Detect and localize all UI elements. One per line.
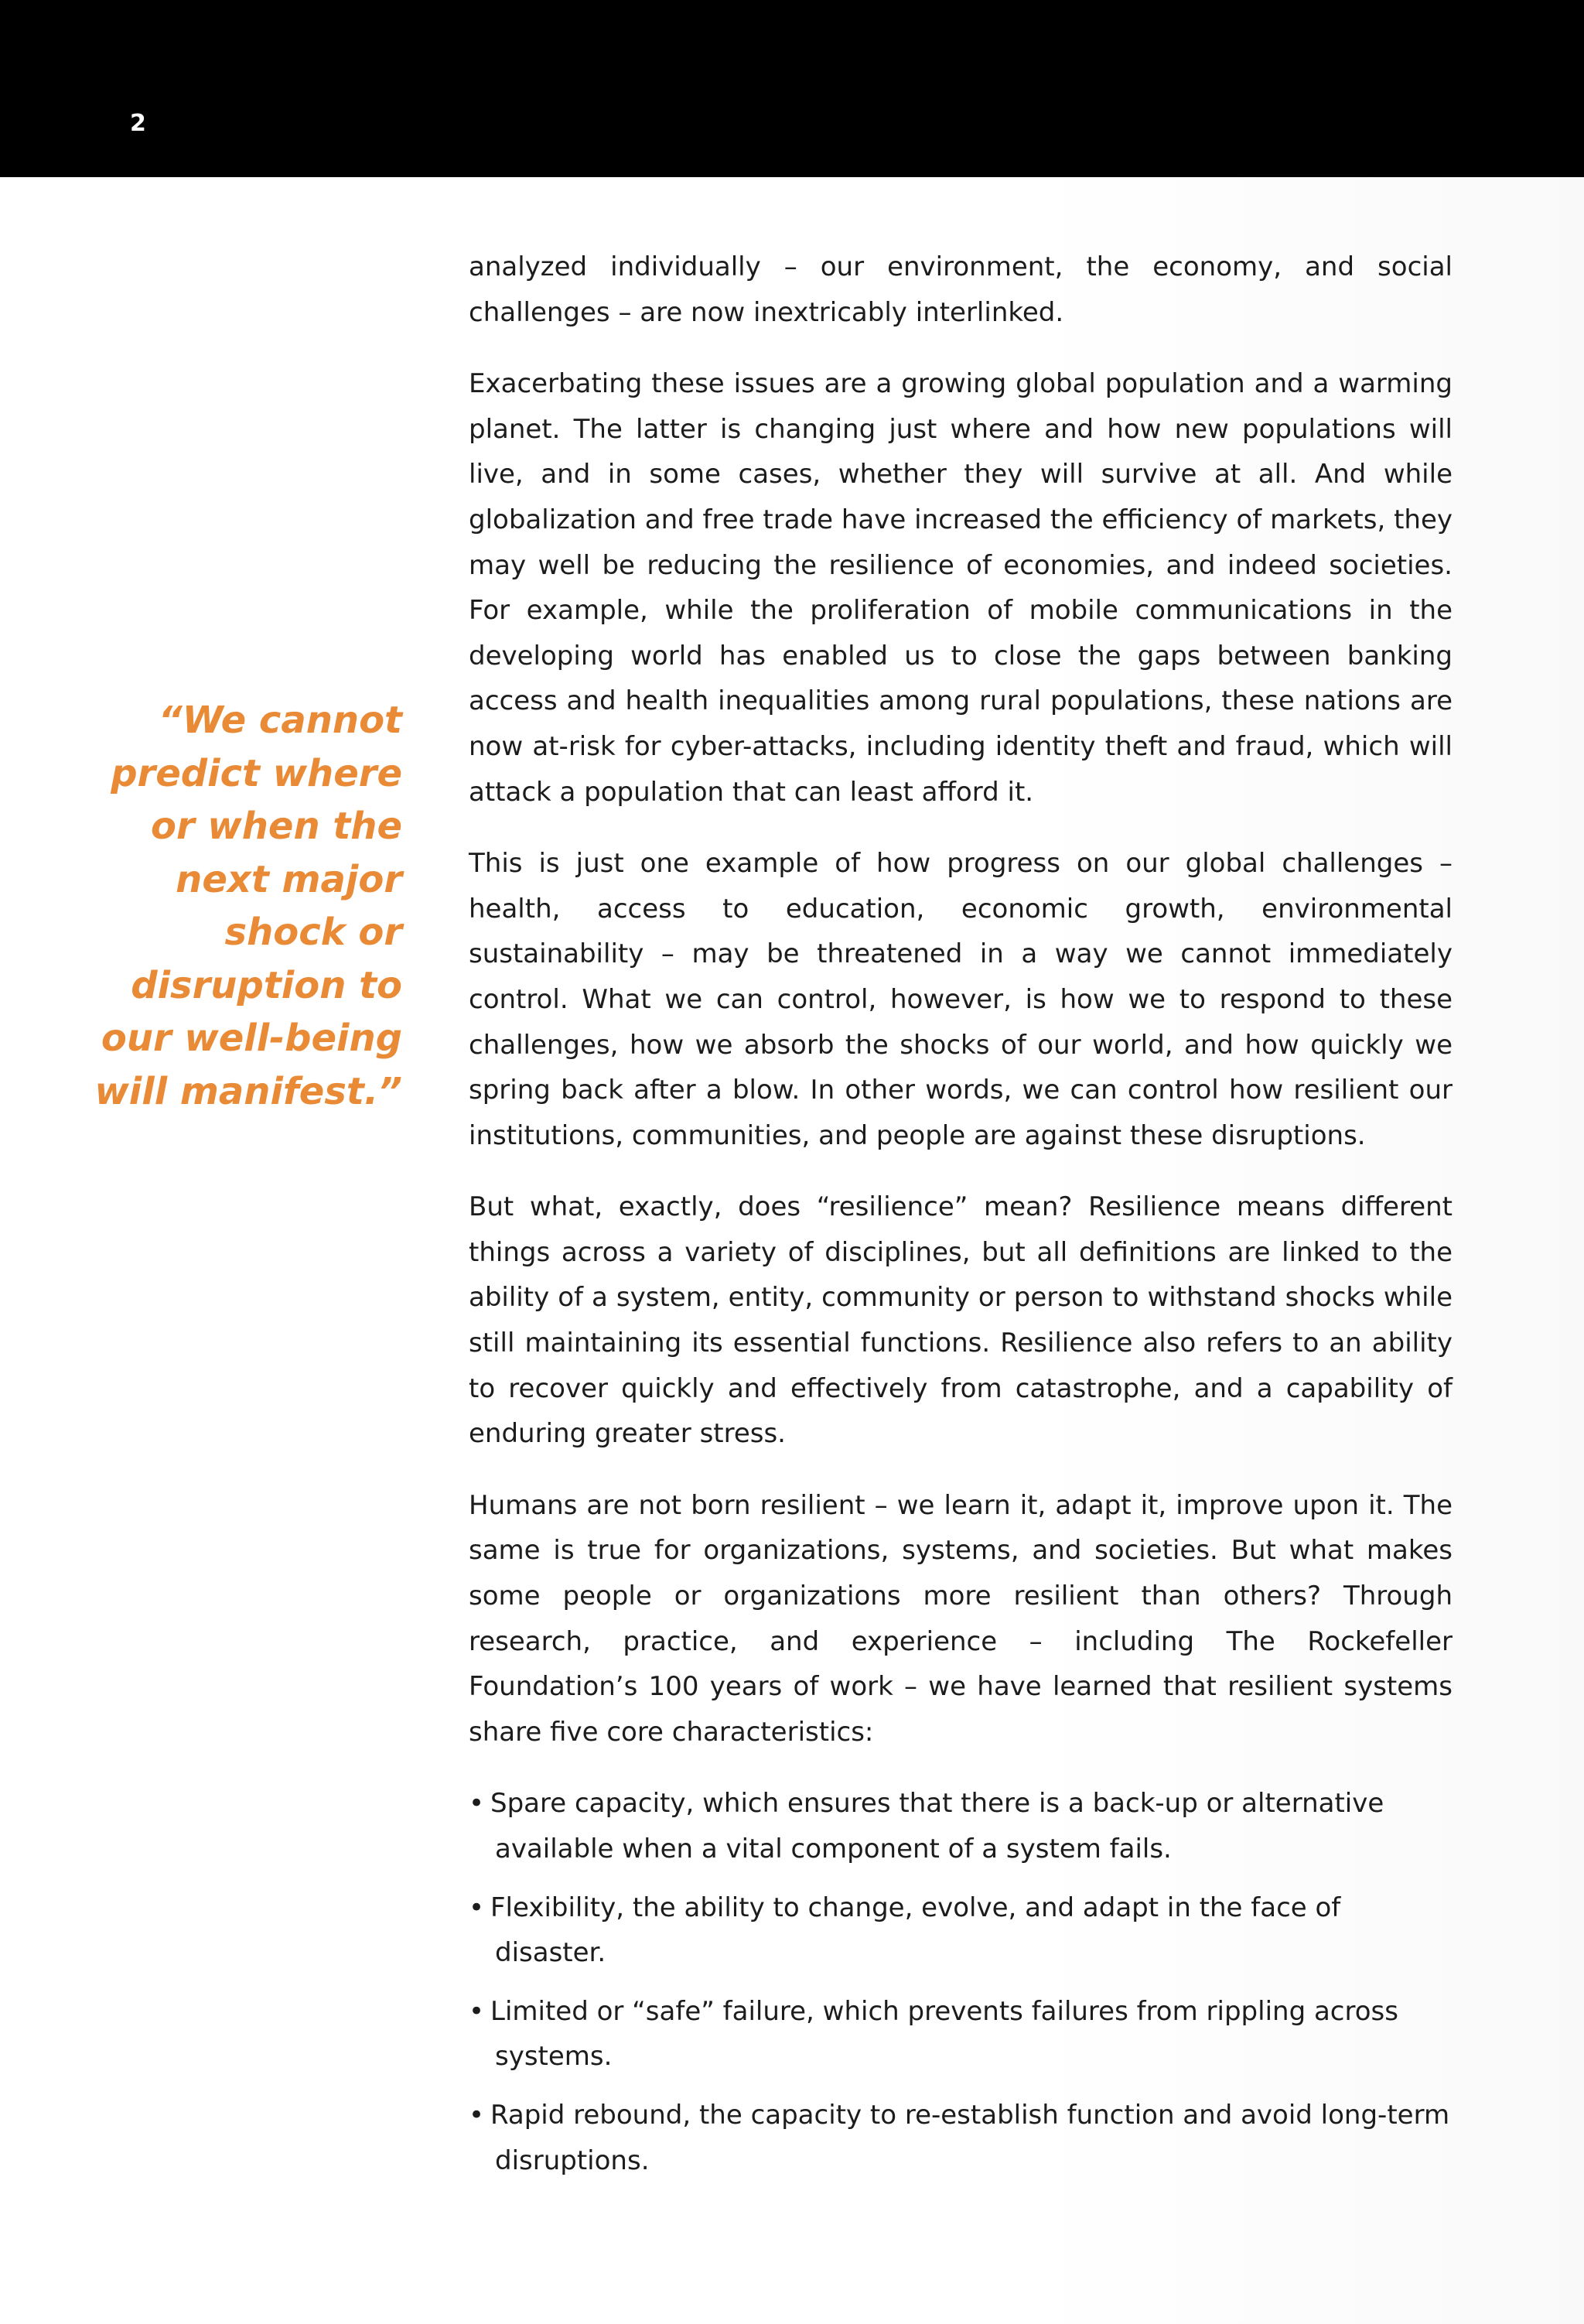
paragraph-example: This is just one example of how progress on our global challenges – health, access to education, economic growth, environmental sustainability – may be threatened in a way we cannot immediately control. What we can control, however, is how we to respond to these challenges, how we absorb the shocks of our world, and how quickly we spring back after a blow. In other words, we can control how resilient our institutions, communities, and people are against these disruptions. [469,848,1453,1151]
page-header-bar [0,0,1584,177]
bullet-icon: • [469,1892,485,1923]
bullet-icon: • [469,2099,485,2131]
list-item-text: Flexibility, the ability to change, evolve, and adapt in the face of disaster. [490,1892,1341,1969]
paragraph-characteristics: Humans are not born resilient – we learn it, adapt it, improve upon it. The same is true for organizations, systems, and societies. But what makes some people or organizations more resilient than others? Through research, practice, and experience – including The Rockefeller Foundation’s 100 years of work – we have learned that resilient systems share five core characteristics: [469,1489,1453,1748]
list-item [469,2093,1453,2183]
paragraph-intro: analyzed individually – our environment, the economy, and social challenges – are now inextricably interlinked. [469,251,1453,328]
paragraph-exacerbating: Exacerbating these issues are a growing global population and a warming planet. The latter is changing just where and how new populations will live, and in some cases, whether they will survive at all. And while globalization and free trade have increased the efficiency of markets, they may well be reducing the resilience of economies, and indeed societies. For example, while the proliferation of mobile communications in the developing world has enabled us to close the gaps between banking access and health inequalities among rural populations, these nations are now at-risk for cyber-attacks, including identity theft and fraud, which will attack a population that can least afford it. [469,368,1453,808]
list-item-text: Limited or “safe” failure, which prevents failures from rippling across systems. [490,1995,1398,2073]
list-item [469,1885,1453,1976]
page-number: 2 [130,110,146,137]
list-item-text: Spare capacity, which ensures that there is a back-up or alternative available when a vital component of a system fails. [490,1788,1384,1864]
bullet-icon: • [469,1995,485,2027]
list-item [469,1989,1453,2080]
characteristics-list [469,1781,1453,2183]
paragraph-resilience-definition: But what, exactly, does “resilience” mean? Resilience means different things across a variety of disciplines, but all definitions are linked to the ability of a system, entity, community or person to withstand shocks while still maintaining its essential functions. Resilience also refers to an ability to recover quickly and effectively from catastrophe, and a capability of enduring greater stress. [469,1191,1453,1450]
list-item-text: Rapid rebound, the capacity to re-establish function and avoid long-term disruptions. [490,2099,1450,2176]
bullet-icon: • [469,1788,485,1820]
body-text [469,244,1453,2196]
list-item [469,1781,1453,1871]
pull-quote: “We cannot predict where or when the next major shock or disruption to our well-being will manifest.” [94,699,402,1113]
